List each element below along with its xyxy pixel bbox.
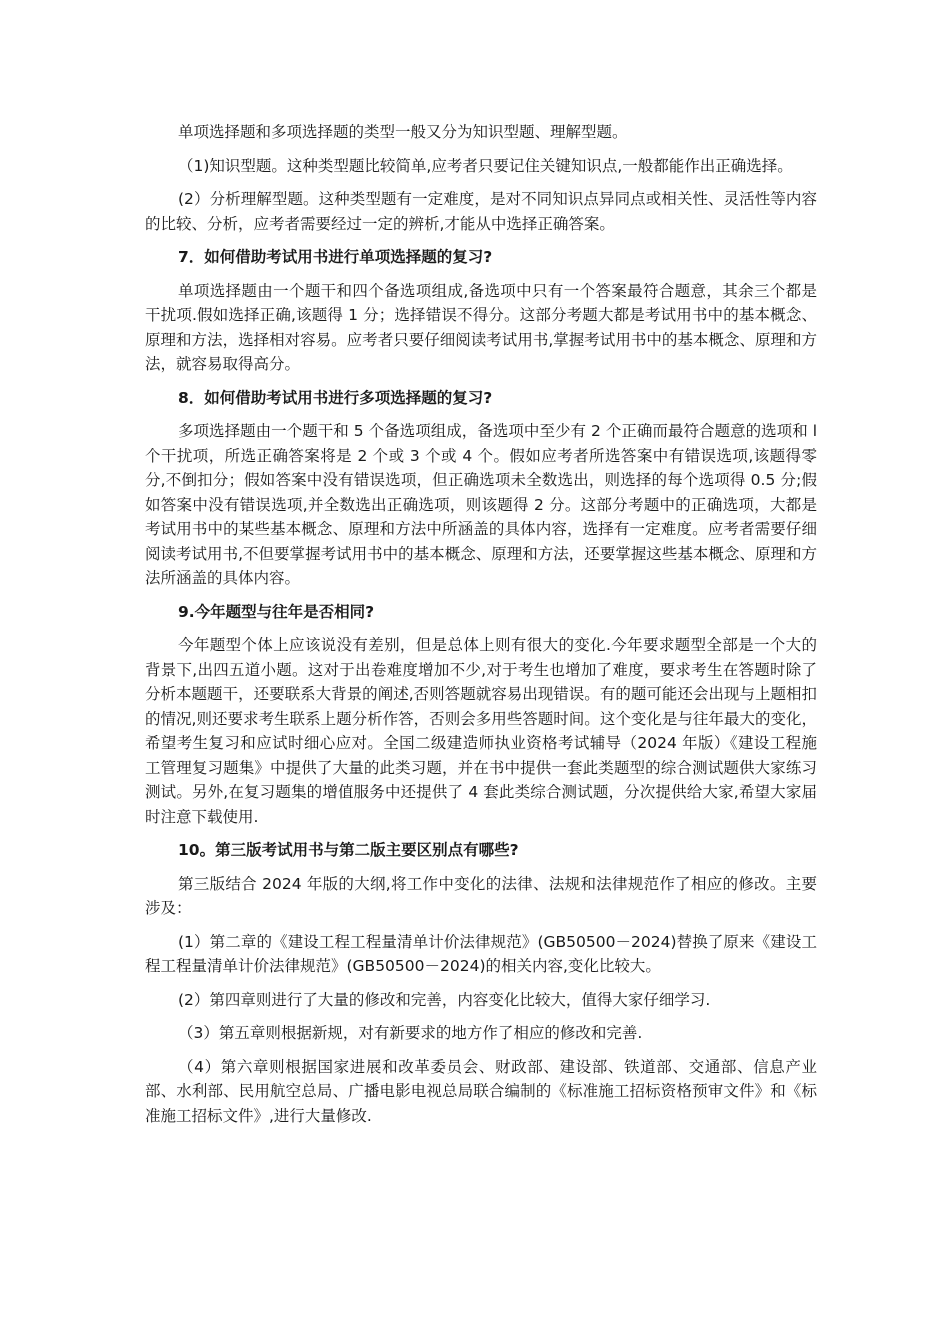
paragraph-5: 多项选择题由一个题干和 5 个备选项组成，备选项中至少有 2 个正确而最符合题意的选项和 l 个干扰项，所选正确答案将是 2 个或 3 个或 4 个。假如应考者所选答案中有错误选项,该题得零分,不倒扣分；假如答案中没有错误选项，但正确选项未全数选出，则选择的每个选项得 0.5 分;假如答案中没有错误选项,并全数选出正确选项，则该题得 2 分。这部分考题中的正确选项，大都是考试用书中的某些基本概念、原理和方法中所涵盖的具体内容，选择有一定难度。应考者需要仔细阅读考试用书,不但要掌握考试用书中的基本概念、原理和方法，还要掌握这些基本概念、原理和方法所涵盖的具体内容。 bbox=[145, 422, 817, 587]
paragraph-3: (2）分析理解型题。这种类型题有一定难度，是对不同知识点异同点或相关性、灵活性等内容的比较、分析，应考者需要经过一定的辨析,才能从中选择正确答案。 bbox=[145, 190, 817, 233]
heading-q7: 7．如何借助考试用书进行单项选择题的复习? bbox=[178, 248, 493, 266]
paragraph-4: 单项选择题由一个题干和四个备选项组成,备选项中只有一个答案最符合题意，其余三个都是干扰项.假如选择正确,该题得 1 分；选择错误不得分。这部分考题大都是考试用书中的基本概念、原理和方法，选择相对容易。应考者只要仔细阅读考试用书,掌握考试用书中的基本概念、原理和方法，就容易取得高分。 bbox=[145, 281, 817, 373]
paragraph-6: 今年题型个体上应该说没有差别，但是总体上则有很大的变化.今年要求题型全部是一个大的背景下,出四五道小题。这对于出卷难度增加不少,对于考生也增加了难度，要求考生在答题时除了分析本题题干，还要联系大背景的阐述,否则答题就容易出现错误。有的题可能还会出现与上题相扣的情况,则还要求考生联系上题分析作答，否则会多用些答题时间。这个变化是与往年最大的变化，希望考生复习和应试时细心应对。全国二级建造师执业资格考试辅导（2024 年版）《建设工程施工管理复习题集》中提供了大量的此类习题，并在书中提供一套此类题型的综合测试题供大家练习测试。另外,在复习题集的增值服务中还提供了 4 套此类综合测试题，分次提供给大家,希望大家届时注意下载使用. bbox=[145, 636, 817, 826]
heading-q9: 9.今年题型与往年是否相同? bbox=[178, 602, 375, 621]
document-body bbox=[145, 120, 817, 1137]
paragraph-8: (1）第二章的《建设工程工程量清单计价法律规范》(GB50500－2024)替换了原来《建设工程工程量清单计价法律规范》(GB50500－2024)的相关内容,变化比较大。 bbox=[145, 932, 817, 975]
heading-q10: 10。第三版考试用书与第二版主要区别点有哪些? bbox=[178, 841, 519, 859]
paragraph-2: （1)知识型题。这种类型题比较简单,应考者只要记住关键知识点,一般都能作出正确选择。 bbox=[178, 156, 793, 175]
paragraph-10: （3）第五章则根据新规，对有新要求的地方作了相应的修改和完善. bbox=[178, 1024, 643, 1042]
paragraph-1: 单项选择题和多项选择题的类型一般又分为知识型题、理解型题。 bbox=[178, 123, 628, 141]
paragraph-11: （4）第六章则根据国家进展和改革委员会、财政部、建设部、铁道部、交通部、信息产业部、水利部、民用航空总局、广播电影电视总局联合编制的《标准施工招标资格预审文件》和《标准施工招标文件》,进行大量修改. bbox=[145, 1057, 817, 1125]
heading-q8: 8．如何借助考试用书进行多项选择题的复习? bbox=[178, 388, 493, 407]
paragraph-9: (2）第四章则进行了大量的修改和完善，内容变化比较大，值得大家仔细学习. bbox=[178, 990, 711, 1009]
paragraph-7: 第三版结合 2024 年版的大纲,将工作中变化的法律、法规和法律规范作了相应的修改。主要涉及： bbox=[145, 874, 817, 917]
